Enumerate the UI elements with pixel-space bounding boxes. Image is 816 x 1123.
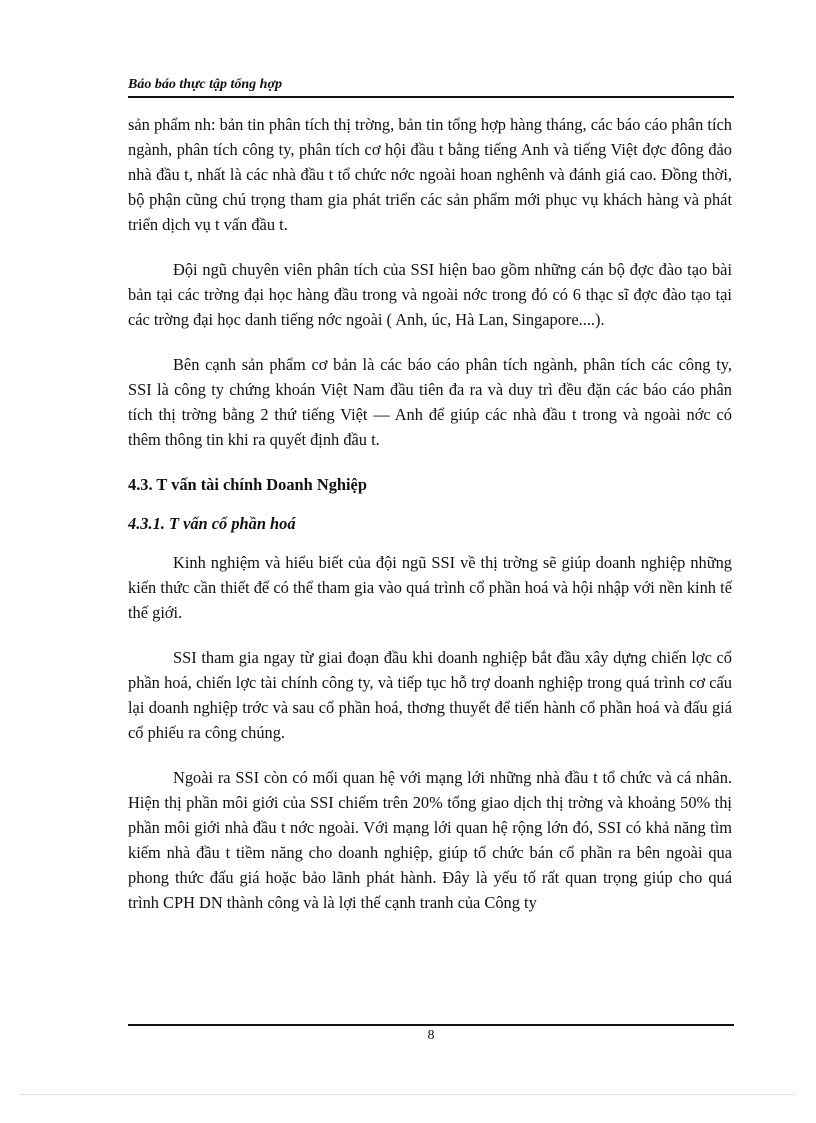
subsection-heading-4-3-1: 4.3.1. T vấn cổ phần hoá	[128, 514, 296, 533]
paragraph-experience: Kinh nghiệm và hiểu biết của đội ngũ SSI về thị trờng sẽ giúp doanh nghiệp những kiến thức cần thiết để có thể tham gia vào quá trình cổ phần hoá và hội nhập với nền kinh tế thế giới.	[128, 553, 732, 622]
paragraph-products: sản phẩm nh: bản tin phân tích thị trờng, bản tin tổng hợp hàng tháng, các báo cáo phân tích ngành, phân tích công ty, phân tích cơ hội đầu t bằng tiếng Anh và tiếng Việt đợc đông đảo nhà đầu t, nhất là các nhà đầu t tổ chức nớc ngoài hoan nghênh và đánh giá cao. Đồng thời, bộ phận cũng chú trọng tham gia phát triển các sản phẩm mới phục vụ khách hàng và phát triển dịch vụ t vấn đầu t.	[128, 115, 732, 234]
paragraph-analyst-team: Đội ngũ chuyên viên phân tích của SSI hiện bao gồm những cán bộ đợc đào tạo bài bản tại các trờng đại học hàng đầu trong và ngoài nớc trong đó có 6 thạc sĩ đợc đào tạo tại các trờng đại học danh tiếng nớc ngoài ( Anh, úc, Hà Lan, Singapore....).	[128, 260, 732, 329]
section-heading-4-3: 4.3. T vấn tài chính Doanh Nghiệp	[128, 475, 367, 494]
page-number: 8	[427, 1028, 435, 1043]
running-header	[128, 76, 734, 98]
page-break-line	[20, 1094, 796, 1095]
header-title: Báo báo thực tập tổng hợp	[128, 77, 282, 92]
paragraph-network: Ngoài ra SSI còn có mối quan hệ với mạng lới những nhà đầu t tổ chức và cá nhân. Hiện thị phần môi giới của SSI chiếm trên 20% tổng giao dịch thị trờng và khoảng 50% thị phần môi giới nhà đầu t nớc ngoài. Với mạng lới quan hệ rộng lớn đó, SSI có khả năng tìm kiếm nhà đầu t tiềm năng cho doanh nghiệp, giúp tổ chức bán cổ phần ra bên ngoài qua phong thức đấu giá hoặc bảo lãnh phát hành. Đây là yếu tố rất quan trọng giúp cho quá trình CPH DN thành công và là lợi thế cạnh tranh của Công ty	[128, 768, 732, 912]
footer-divider	[128, 1024, 734, 1026]
page-body	[128, 112, 732, 915]
paragraph-participation: SSI tham gia ngay từ giai đoạn đầu khi doanh nghiệp bắt đầu xây dựng chiến lợc cổ phần hoá, chiến lợc tài chính công ty, và tiếp tục hỗ trợ doanh nghiệp trong quá trình cơ cấu lại doanh nghiệp trớc và sau cổ phần hoá, thơng thuyết để tiến hành cổ phần hoá và đấu giá cổ phiếu ra công chúng.	[128, 648, 732, 742]
paragraph-market-reports: Bên cạnh sản phẩm cơ bản là các báo cáo phân tích ngành, phân tích các công ty, SSI là công ty chứng khoán Việt Nam đầu tiên đa ra và duy trì đều đặn các báo cáo phân tích thị trờng bằng 2 thứ tiếng Việt — Anh để giúp các nhà đầu t trong và ngoài nớc có thêm thông tin khi ra quyết định đầu t.	[128, 355, 732, 449]
